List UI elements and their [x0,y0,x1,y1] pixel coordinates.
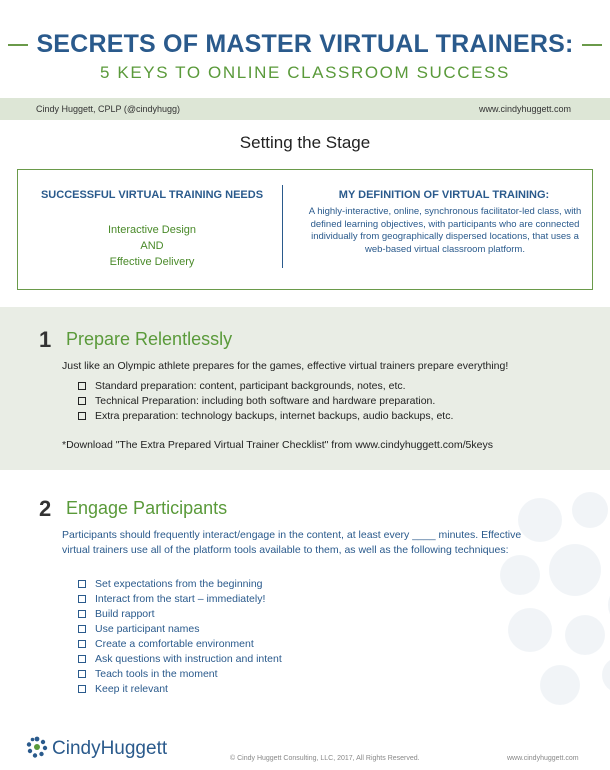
checkbox-icon[interactable] [78,655,86,663]
needs-line-2: AND [140,240,164,252]
title-rule-right [582,44,602,46]
checkbox-icon[interactable] [78,397,86,405]
checklist-item[interactable]: Standard preparation: content, participant backgrounds, notes, etc. [78,378,453,393]
needs-line-1: Interactive Design [107,224,197,236]
section1-intro: Just like an Olympic athlete prepares for the games, effective virtual trainers prepare everything! [62,360,509,372]
checklist-item[interactable]: Keep it relevant [78,681,282,696]
checkbox-icon[interactable] [78,685,86,693]
watermark-logo-icon [480,480,610,710]
checkbox-icon[interactable] [78,640,86,648]
page-subtitle: 5 KEYS TO ONLINE CLASSROOM SUCCESS [100,63,510,82]
author-bar [0,98,610,120]
checklist-item[interactable]: Create a comfortable environment [78,636,282,651]
checklist-item[interactable]: Interact from the start – immediately! [78,591,282,606]
section1-number: 1 [39,327,52,352]
section2-title: Engage Participants [66,498,228,518]
checklist-item[interactable]: Use participant names [78,621,282,636]
footer-website: www.cindyhuggett.com [507,755,579,762]
setting-stage-heading: Setting the Stage [239,133,371,152]
needs-heading: SUCCESSFUL VIRTUAL TRAINING NEEDS [40,189,264,201]
needs-body [28,222,276,270]
brand-logo-icon [26,736,48,758]
checkbox-icon[interactable] [78,382,86,390]
title-rule-left [8,44,28,46]
title-row [0,30,610,59]
section1-title: Prepare Relentlessly [66,329,233,349]
checklist-item[interactable]: Extra preparation: technology backups, internet backups, audio backups, etc. [78,408,453,423]
checkbox-icon[interactable] [78,595,86,603]
page-title: SECRETS OF MASTER VIRTUAL TRAINERS: [36,30,574,58]
checklist-item[interactable]: Teach tools in the moment [78,666,282,681]
checklist-item[interactable]: Ask questions with instruction and intent [78,651,282,666]
definition-heading: MY DEFINITION OF VIRTUAL TRAINING: [338,189,550,201]
checkbox-icon[interactable] [78,610,86,618]
section2-number: 2 [39,496,52,521]
checkbox-icon[interactable] [78,580,86,588]
checklist-item[interactable]: Build rapport [78,606,282,621]
author-name: Cindy Huggett, CPLP (@cindyhugg) [36,104,181,114]
section2-checklist [78,576,282,696]
checklist-item[interactable]: Set expectations from the beginning [78,576,282,591]
section2-intro: Participants should frequently interact/engage in the content, at least every ____ minutes. Effective virtual trainers use all of the platform tools available to them, as well as the following techniques: [62,529,522,556]
header-website: www.cindyhuggett.com [478,104,571,114]
footer-copyright: © Cindy Huggett Consulting, LLC, 2017, All Rights Reserved. [230,755,420,762]
checkbox-icon[interactable] [78,625,86,633]
definition-body: A highly-interactive, online, synchronous facilitator-led class, with defined learning objectives, with participants who are connected individually from geographically dispersed locations, that uses a web-based virtual classroom platform. [308,206,582,255]
brand-logo-text: CindyHuggett [52,738,168,759]
stage-divider [282,185,283,268]
checkbox-icon[interactable] [78,412,86,420]
section1-note: *Download "The Extra Prepared Virtual Trainer Checklist" from www.cindyhuggett.com/5keys [62,439,493,451]
checkbox-icon[interactable] [78,670,86,678]
needs-line-3: Effective Delivery [109,256,195,268]
section1-checklist [78,378,453,423]
checklist-item[interactable]: Technical Preparation: including both software and hardware preparation. [78,393,453,408]
